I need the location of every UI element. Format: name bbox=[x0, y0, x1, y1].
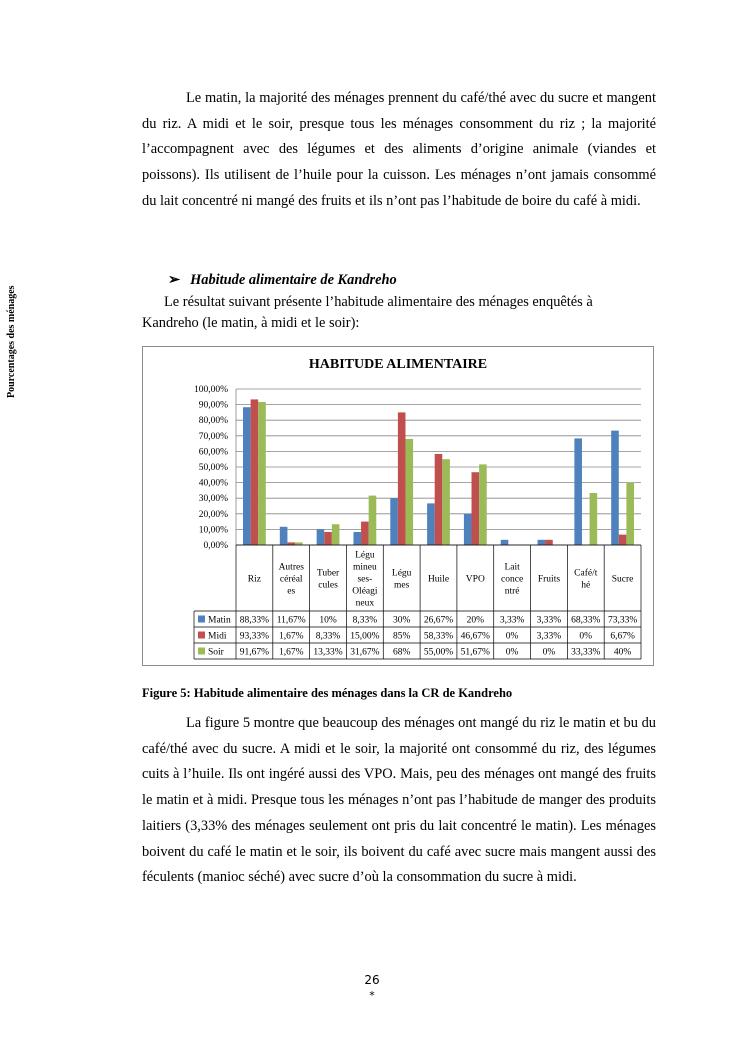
data-value-label: 10% bbox=[319, 615, 337, 626]
legend-label: Soir bbox=[208, 647, 224, 658]
bar-matin bbox=[390, 498, 398, 545]
legend-label: Midi bbox=[208, 631, 227, 642]
data-value-label: 55,00% bbox=[423, 647, 454, 658]
y-tick-label: 30,00% bbox=[198, 494, 228, 505]
legend-swatch-matin bbox=[198, 616, 205, 623]
data-value-label: 51,67% bbox=[460, 647, 490, 658]
data-value-label: 3,33% bbox=[536, 615, 562, 626]
bar-soir bbox=[295, 542, 303, 545]
bar-matin bbox=[243, 407, 251, 545]
x-category-label: VPO bbox=[465, 574, 485, 585]
bar-matin bbox=[317, 529, 325, 545]
y-tick-label: 70,00% bbox=[198, 431, 228, 442]
analysis-paragraph-text: La figure 5 montre que beaucoup des ménages ont mangé du riz le matin et bu du café/thé avec du sucre. A midi et le soir, la majorité ont consommé du riz, des légumes cuits à l’huile. Ils ont ingéré aussi des VPO. Mais, peu des ménages ont mangé des fruits le matin et à midi. Presque tous les ménages n’ont pas l’habitude de manger des produits laitiers (3,33% des ménages seulement ont pris du lait concentré le matin). Les ménages boivent du café le matin et le soir, ils boivent du café avec sucre mais mangent aussi des féculents (manioc séché) avec sucre d’où la consommation du sucre à midi. bbox=[142, 715, 656, 886]
x-category-label: Autres céréal es bbox=[278, 562, 304, 597]
data-value-label: 93,33% bbox=[239, 631, 270, 642]
data-value-label: 58,33% bbox=[423, 631, 454, 642]
bar-soir bbox=[369, 496, 377, 545]
bar-soir bbox=[442, 459, 450, 545]
data-value-label: 15,00% bbox=[350, 631, 380, 642]
x-category-label: Huile bbox=[427, 574, 450, 585]
data-value-label: 33,33% bbox=[571, 647, 601, 658]
figure-caption: Figure 5: Habitude alimentaire des ménages dans la CR de Kandreho bbox=[142, 686, 513, 700]
data-value-label: 3,33% bbox=[536, 631, 562, 642]
bar-midi bbox=[361, 522, 369, 545]
chart-title: HABITUDE ALIMENTAIRE bbox=[308, 357, 488, 372]
y-tick-label: 40,00% bbox=[198, 478, 228, 489]
bar-midi bbox=[398, 412, 406, 545]
data-value-label: 88,33% bbox=[239, 615, 270, 626]
bar-matin bbox=[574, 438, 582, 545]
legend-swatch-midi bbox=[198, 632, 205, 639]
bar-matin bbox=[280, 527, 288, 545]
data-value-label: 46,67% bbox=[460, 631, 490, 642]
intro-paragraph-text: Le matin, la majorité des ménages prennent du café/thé avec du sucre et mangent du riz. A midi et le soir, presque tous les ménages consomment du riz ; la majorité l’accompagnent avec des légumes et des aliments d’origine animale (viandes et poissons). Ils utilisent de l’huile pour la cuisson. Les ménages n’ont jamais consommé du lait concentré ni mangé des fruits et ils n’ont pas l’habitude de boire du café à midi. bbox=[142, 90, 656, 209]
chart-intro-line2: Kandreho (le matin, à midi et le soir): bbox=[142, 315, 360, 331]
bar-matin bbox=[353, 532, 361, 545]
x-category-label: Fruits bbox=[537, 574, 561, 585]
data-value-label: 85% bbox=[392, 631, 411, 642]
y-tick-label: 0,00% bbox=[203, 541, 228, 551]
bar-matin bbox=[501, 540, 509, 545]
bar-midi bbox=[435, 454, 443, 545]
data-value-label: 8,33% bbox=[315, 631, 341, 642]
data-value-label: 40% bbox=[613, 647, 632, 658]
bar-matin bbox=[427, 503, 435, 545]
data-value-label: 1,67% bbox=[278, 647, 304, 658]
data-value-label: 0% bbox=[542, 647, 556, 658]
data-value-label: 26,67% bbox=[423, 615, 454, 626]
y-tick-label: 50,00% bbox=[198, 463, 228, 473]
data-value-label: 3,33% bbox=[499, 615, 525, 626]
data-value-label: 68,33% bbox=[571, 615, 601, 626]
y-tick-label: 20,00% bbox=[198, 509, 228, 520]
data-value-label: 31,67% bbox=[350, 647, 380, 658]
bar-midi bbox=[287, 542, 295, 545]
data-value-label: 0% bbox=[505, 631, 519, 642]
y-tick-label: 90,00% bbox=[198, 400, 228, 411]
arrow-bullet-icon: ➢ bbox=[168, 272, 181, 288]
bar-matin bbox=[538, 540, 546, 545]
bar-soir bbox=[479, 464, 487, 545]
bar-soir bbox=[405, 439, 413, 545]
bar-soir bbox=[626, 483, 634, 545]
analysis-paragraph bbox=[142, 711, 656, 891]
legend-swatch-soir bbox=[198, 648, 205, 655]
y-tick-label: 60,00% bbox=[198, 447, 228, 458]
x-category-label: Riz bbox=[247, 574, 262, 585]
x-category-label: Légu mineu ses-Oléagi neux bbox=[352, 550, 378, 609]
bar-soir bbox=[332, 524, 340, 545]
page-marker: * bbox=[369, 989, 375, 1002]
bar-soir bbox=[258, 402, 266, 545]
data-value-label: 0% bbox=[579, 631, 593, 642]
x-category-label: Tuber cules bbox=[316, 568, 340, 591]
section-heading-text: Habitude alimentaire de Kandreho bbox=[190, 272, 397, 288]
bar-midi bbox=[545, 540, 553, 545]
data-value-label: 30% bbox=[392, 615, 411, 626]
bar-matin bbox=[611, 431, 619, 545]
data-value-label: 11,67% bbox=[276, 615, 306, 626]
y-tick-label: 80,00% bbox=[198, 416, 228, 427]
x-category-label: Café/t hé bbox=[574, 568, 598, 591]
y-tick-label: 100,00% bbox=[193, 385, 228, 395]
bar-midi bbox=[251, 399, 259, 545]
data-value-label: 73,33% bbox=[607, 615, 638, 626]
data-value-label: 91,67% bbox=[239, 647, 270, 658]
chart-y-axis-label: Pourcentages des ménages bbox=[6, 285, 17, 398]
data-value-label: 6,67% bbox=[610, 631, 635, 642]
data-value-label: 20% bbox=[466, 615, 485, 626]
y-tick-label: 10,00% bbox=[198, 525, 228, 536]
x-category-label: Lait conce ntré bbox=[501, 562, 524, 597]
data-value-label: 68% bbox=[392, 647, 411, 658]
chart-intro-line1: Le résultat suivant présente l’habitude alimentaire des ménages enquêtés à bbox=[164, 294, 593, 310]
data-value-label: 0% bbox=[505, 647, 519, 658]
data-value-label: 13,33% bbox=[313, 647, 343, 658]
bar-soir bbox=[590, 493, 598, 545]
bar-midi bbox=[472, 472, 480, 545]
bar-matin bbox=[464, 514, 472, 545]
x-category-label: Légu mes bbox=[391, 568, 412, 591]
legend-label: Matin bbox=[208, 615, 231, 626]
bar-midi bbox=[619, 535, 627, 545]
x-category-label: Sucre bbox=[611, 574, 634, 585]
page-number: 26 bbox=[364, 973, 380, 987]
data-value-label: 1,67% bbox=[278, 631, 304, 642]
bar-midi bbox=[324, 532, 332, 545]
data-value-label: 8,33% bbox=[352, 615, 378, 626]
